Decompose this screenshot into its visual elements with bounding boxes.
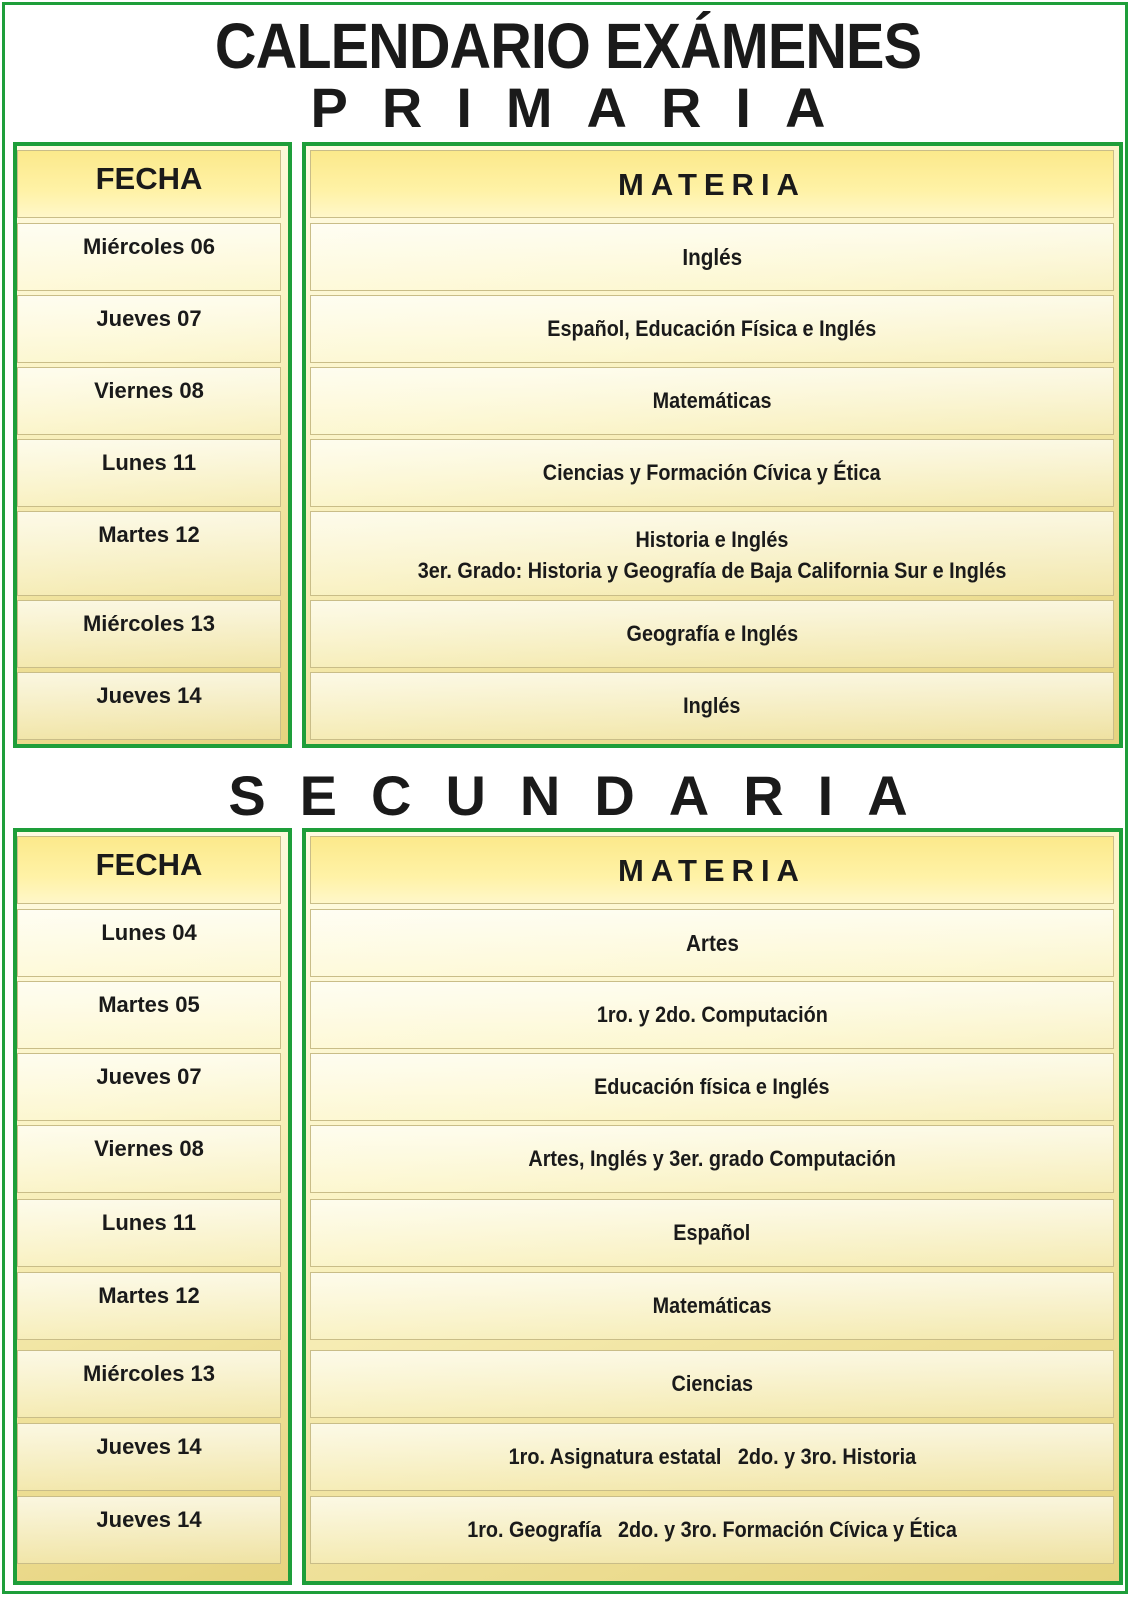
secundaria-fecha-column bbox=[13, 828, 292, 1585]
secundaria-row-3-fecha: Viernes 08 bbox=[17, 1125, 281, 1193]
primaria-row-5-fecha: Miércoles 13 bbox=[17, 600, 281, 668]
primaria-row-6-fecha: Jueves 14 bbox=[17, 672, 281, 740]
secundaria-row-2-fecha: Jueves 07 bbox=[17, 1053, 281, 1121]
primaria-row-3-materia: Ciencias y Formación Cívica y Ética bbox=[310, 439, 1114, 507]
primaria-row-5-materia: Geografía e Inglés bbox=[310, 600, 1114, 668]
secundaria-row-2-materia: Educación física e Inglés bbox=[310, 1053, 1114, 1121]
primaria-row-2-fecha: Viernes 08 bbox=[17, 367, 281, 435]
secundaria-materia-column bbox=[302, 828, 1123, 1585]
secundaria-row-0-fecha: Lunes 04 bbox=[17, 909, 281, 977]
secundaria-row-4-fecha: Lunes 11 bbox=[17, 1199, 281, 1267]
secundaria-row-7-materia: 1ro. Asignatura estatal 2do. y 3ro. Historia bbox=[310, 1423, 1114, 1491]
primaria-fecha-header: FECHA bbox=[17, 150, 281, 218]
secundaria-row-1-fecha: Martes 05 bbox=[17, 981, 281, 1049]
secundaria-row-8-materia: 1ro. Geografía 2do. y 3ro. Formación Cívica y Ética bbox=[310, 1496, 1114, 1564]
secundaria-row-6-materia: Ciencias bbox=[310, 1350, 1114, 1418]
primaria-row-0-fecha: Miércoles 06 bbox=[17, 223, 281, 291]
primaria-row-6-materia: Inglés bbox=[310, 672, 1114, 740]
primaria-row-2-materia: Matemáticas bbox=[310, 367, 1114, 435]
primaria-row-0-materia: Inglés bbox=[310, 223, 1114, 291]
primaria-row-3-fecha: Lunes 11 bbox=[17, 439, 281, 507]
page-title: CALENDARIO EXÁMENES bbox=[214, 10, 922, 82]
secundaria-materia-header: MATERIA bbox=[310, 836, 1114, 904]
secundaria-row-1-materia: 1ro. y 2do. Computación bbox=[310, 981, 1114, 1049]
secundaria-row-4-materia: Español bbox=[310, 1199, 1114, 1267]
secundaria-heading: SECUNDARIA bbox=[228, 764, 942, 827]
secundaria-row-8-fecha: Jueves 14 bbox=[17, 1496, 281, 1564]
secundaria-row-3-materia: Artes, Inglés y 3er. grado Computación bbox=[310, 1125, 1114, 1193]
primaria-heading: PRIMARIA bbox=[310, 76, 860, 139]
primaria-materia-column bbox=[302, 142, 1123, 748]
secundaria-row-7-fecha: Jueves 14 bbox=[17, 1423, 281, 1491]
primaria-row-1-fecha: Jueves 07 bbox=[17, 295, 281, 363]
secundaria-row-0-materia: Artes bbox=[310, 909, 1114, 977]
primaria-row-1-materia: Español, Educación Física e Inglés bbox=[310, 295, 1114, 363]
primaria-fecha-column bbox=[13, 142, 292, 748]
secundaria-row-5-materia: Matemáticas bbox=[310, 1272, 1114, 1340]
secundaria-row-6-fecha: Miércoles 13 bbox=[17, 1350, 281, 1418]
primaria-row-4-fecha: Martes 12 bbox=[17, 511, 281, 596]
secundaria-row-5-fecha: Martes 12 bbox=[17, 1272, 281, 1340]
primaria-materia-header: MATERIA bbox=[310, 150, 1114, 218]
primaria-row-4-materia: Historia e Inglés 3er. Grado: Historia y Geografía de Baja California Sur e Inglés bbox=[310, 511, 1114, 596]
secundaria-fecha-header: FECHA bbox=[17, 836, 281, 904]
